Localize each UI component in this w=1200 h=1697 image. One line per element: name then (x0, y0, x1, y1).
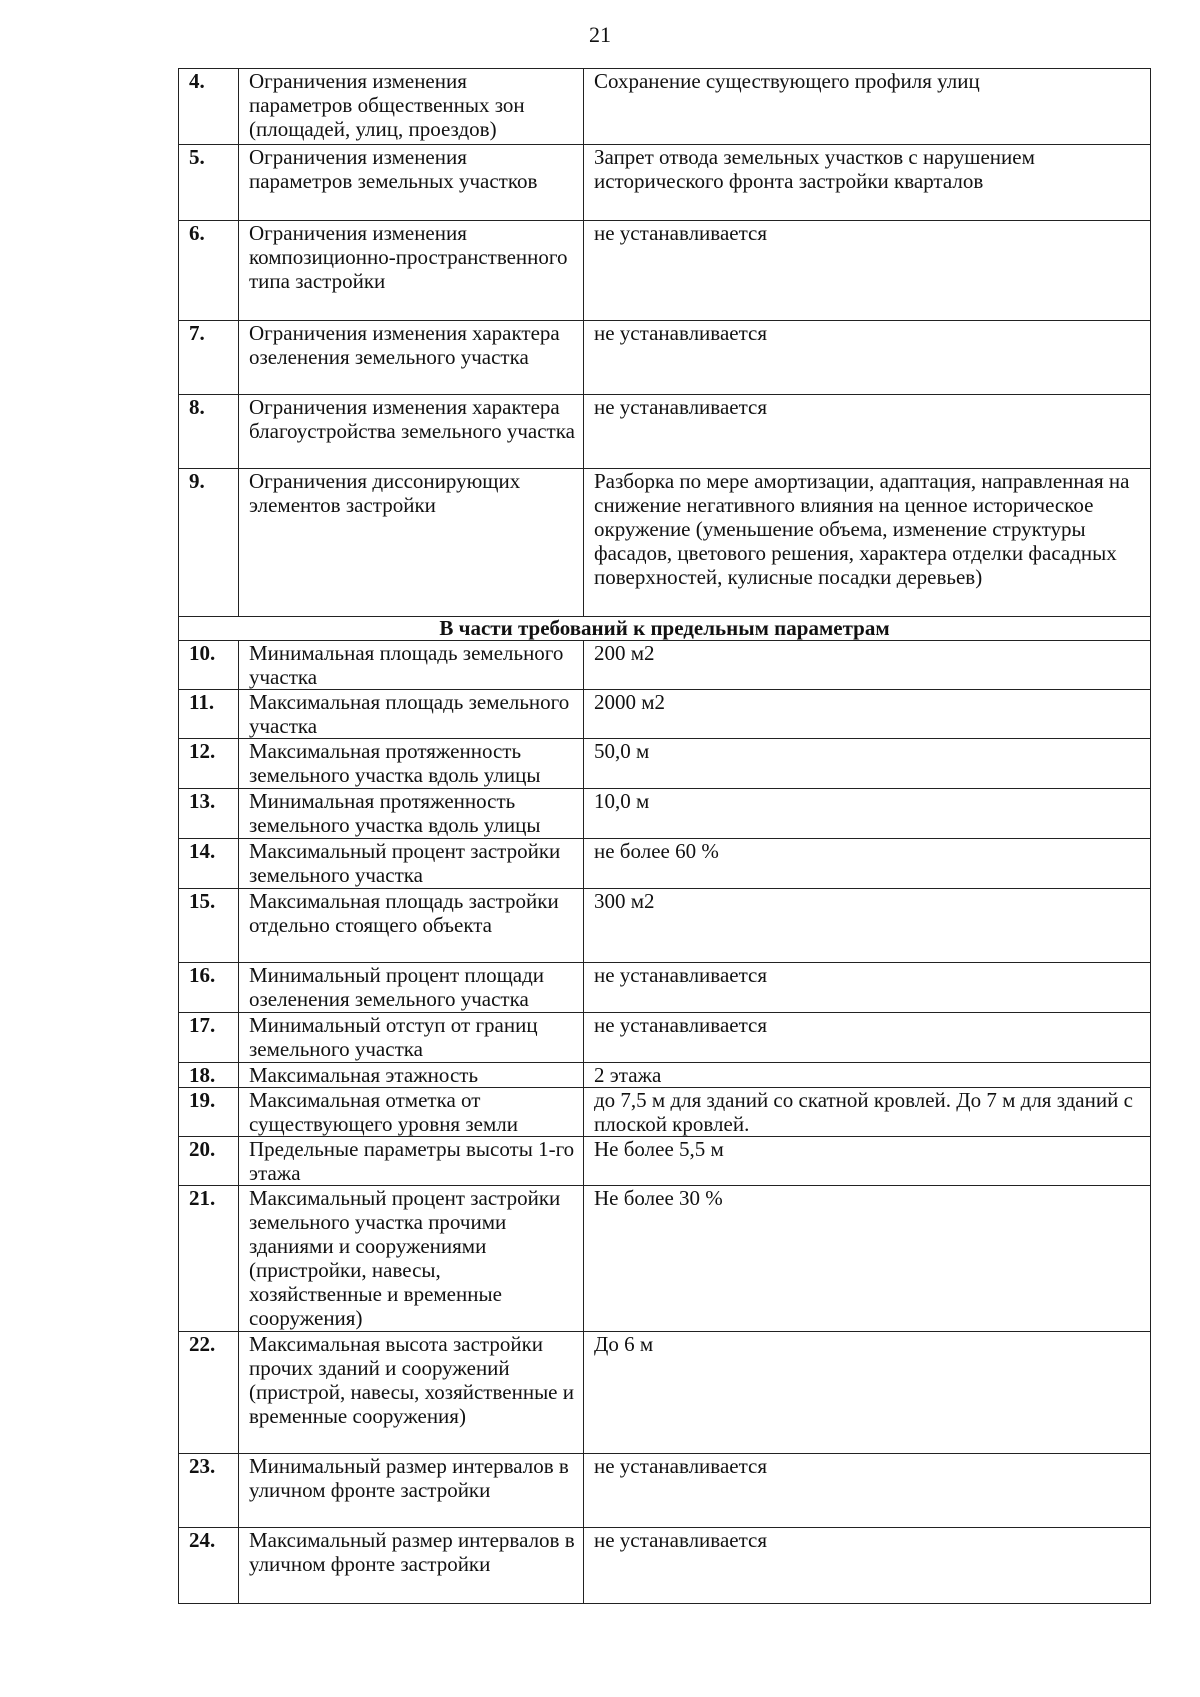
row-number: 21. (179, 1186, 239, 1332)
parameter-value: Не более 5,5 м (584, 1137, 1151, 1186)
parameter-value: 50,0 м (584, 739, 1151, 789)
row-number: 7. (179, 321, 239, 395)
parameter-value: 2000 м2 (584, 690, 1151, 739)
parameter-value: не более 60 % (584, 839, 1151, 889)
row-number: 15. (179, 889, 239, 963)
parameter-name: Ограничения изменения композиционно-пространственного типа застройки (239, 221, 584, 321)
parameter-value: Разборка по мере амортизации, адаптация, направленная на снижение негативного влияния на ценное историческое окружение (уменьшение объема, изменение структуры фасадов, цветового решения, характера отделки фасадных поверхностей, кулисные посадки деревьев) (584, 469, 1151, 617)
parameter-value: Запрет отвода земельных участков с нарушением исторического фронта застройки кварталов (584, 145, 1151, 221)
row-number: 23. (179, 1454, 239, 1528)
row-number: 16. (179, 963, 239, 1013)
table-row (179, 321, 1151, 395)
table-row (179, 1528, 1151, 1604)
parameter-value: не устанавливается (584, 1528, 1151, 1604)
parameter-value: не устанавливается (584, 221, 1151, 321)
parameter-value: не устанавливается (584, 1013, 1151, 1063)
parameter-value: 300 м2 (584, 889, 1151, 963)
parameter-value: не устанавливается (584, 395, 1151, 469)
table-row (179, 739, 1151, 789)
table-row (179, 1454, 1151, 1528)
parameter-name: Предельные параметры высоты 1-го этажа (239, 1137, 584, 1186)
parameter-value: Сохранение существующего профиля улиц (584, 69, 1151, 145)
table-row (179, 641, 1151, 690)
row-number: 22. (179, 1332, 239, 1454)
parameter-name: Максимальная площадь застройки отдельно стоящего объекта (239, 889, 584, 963)
parameter-name: Максимальный процент застройки земельного участка прочими зданиями и сооружениями (пристройки, навесы, хозяйственные и временные сооружения) (239, 1186, 584, 1332)
row-number: 12. (179, 739, 239, 789)
table-row (179, 1137, 1151, 1186)
parameter-name: Ограничения изменения характера озеленения земельного участка (239, 321, 584, 395)
section-heading: В части требований к предельным параметрам (179, 617, 1151, 641)
table-row (179, 839, 1151, 889)
parameter-name: Максимальная этажность (239, 1063, 584, 1088)
table-row (179, 221, 1151, 321)
row-number: 9. (179, 469, 239, 617)
parameter-name: Минимальный процент площади озеленения земельного участка (239, 963, 584, 1013)
table-row (179, 145, 1151, 221)
parameter-value: До 6 м (584, 1332, 1151, 1454)
parameter-value: не устанавливается (584, 321, 1151, 395)
row-number: 24. (179, 1528, 239, 1604)
row-number: 11. (179, 690, 239, 739)
parameter-value: не устанавливается (584, 1454, 1151, 1528)
parameter-name: Максимальная протяженность земельного участка вдоль улицы (239, 739, 584, 789)
table-row (179, 1013, 1151, 1063)
parameter-value: 2 этажа (584, 1063, 1151, 1088)
parameter-name: Минимальный размер интервалов в уличном фронте застройки (239, 1454, 584, 1528)
table-row (179, 469, 1151, 617)
section-heading-row (179, 617, 1151, 641)
table-row (179, 1332, 1151, 1454)
table-row (179, 690, 1151, 739)
parameter-name: Ограничения изменения параметров общественных зон (площадей, улиц, проездов) (239, 69, 584, 145)
parameter-name: Ограничения диссонирующих элементов застройки (239, 469, 584, 617)
row-number: 4. (179, 69, 239, 145)
table-row (179, 963, 1151, 1013)
parameter-name: Максимальная высота застройки прочих зданий и сооружений (пристрой, навесы, хозяйственные и временные сооружения) (239, 1332, 584, 1454)
row-number: 13. (179, 789, 239, 839)
parameter-name: Минимальный отступ от границ земельного участка (239, 1013, 584, 1063)
row-number: 10. (179, 641, 239, 690)
parameter-name: Минимальная протяженность земельного участка вдоль улицы (239, 789, 584, 839)
parameter-name: Максимальный размер интервалов в уличном фронте застройки (239, 1528, 584, 1604)
page-number: 21 (589, 22, 611, 47)
parameter-name: Максимальная отметка от существующего уровня земли (239, 1088, 584, 1137)
table-row (179, 395, 1151, 469)
row-number: 5. (179, 145, 239, 221)
parameter-name: Максимальный процент застройки земельного участка (239, 839, 584, 889)
parameter-value: 10,0 м (584, 789, 1151, 839)
table-row (179, 1063, 1151, 1088)
row-number: 18. (179, 1063, 239, 1088)
row-number: 20. (179, 1137, 239, 1186)
row-number: 17. (179, 1013, 239, 1063)
row-number: 8. (179, 395, 239, 469)
parameter-value: до 7,5 м для зданий со скатной кровлей. До 7 м для зданий с плоской кровлей. (584, 1088, 1151, 1137)
parameter-name: Максимальная площадь земельного участка (239, 690, 584, 739)
row-number: 14. (179, 839, 239, 889)
regulations-table (178, 68, 1151, 1604)
table-row (179, 69, 1151, 145)
table-row (179, 1186, 1151, 1332)
parameter-value: 200 м2 (584, 641, 1151, 690)
parameter-value: не устанавливается (584, 963, 1151, 1013)
parameter-name: Ограничения изменения характера благоустройства земельного участка (239, 395, 584, 469)
parameter-name: Ограничения изменения параметров земельных участков (239, 145, 584, 221)
table-row (179, 789, 1151, 839)
row-number: 19. (179, 1088, 239, 1137)
row-number: 6. (179, 221, 239, 321)
table-row (179, 1088, 1151, 1137)
table-row (179, 889, 1151, 963)
parameter-name: Минимальная площадь земельного участка (239, 641, 584, 690)
parameter-value: Не более 30 % (584, 1186, 1151, 1332)
